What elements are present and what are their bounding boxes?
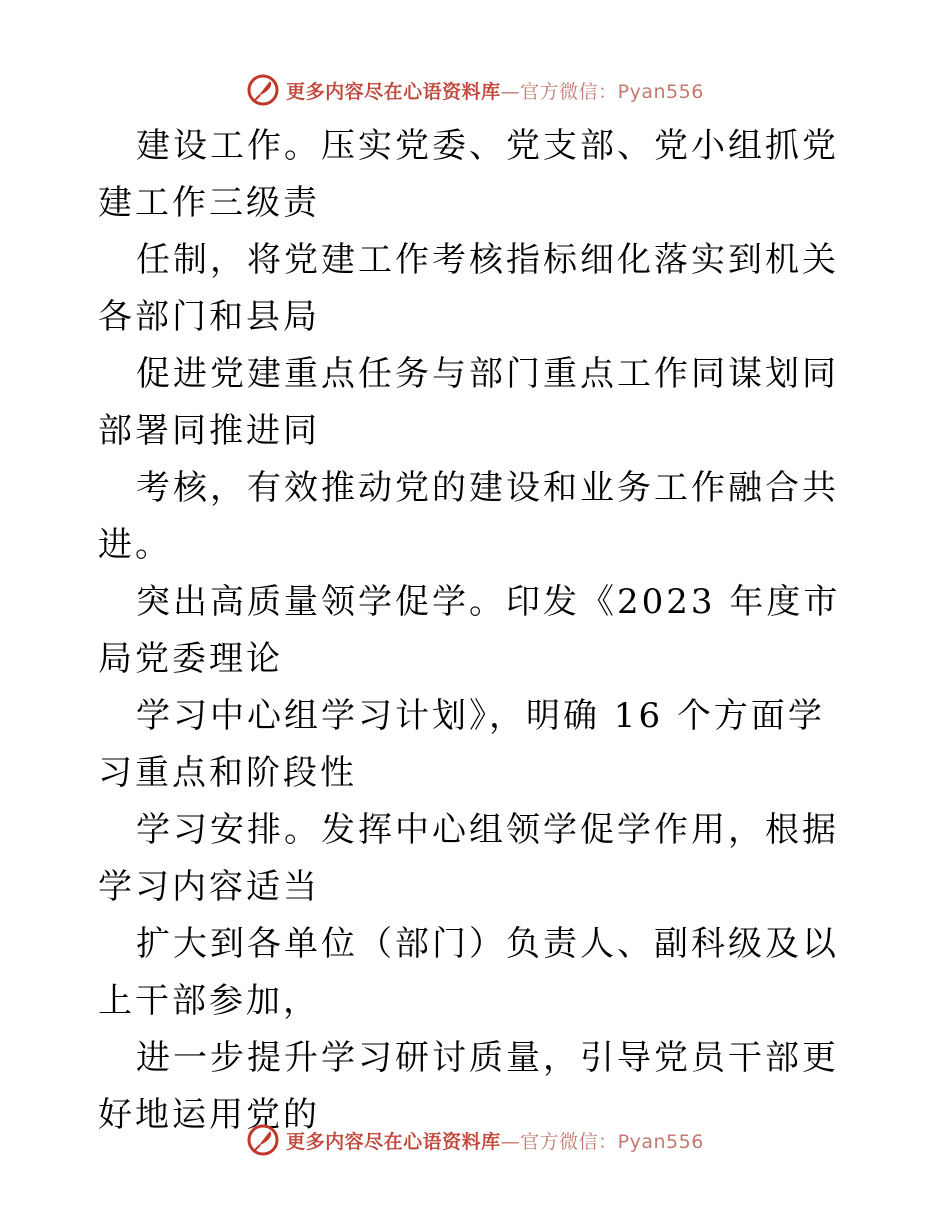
footer-banner: [0, 1120, 950, 1160]
paragraph: 突出高质量领学促学。印发《2023 年度市局党委理论: [98, 582, 841, 679]
paragraph: 进一步提升学习研讨质量，引导党员干部更好地运用党的: [98, 1038, 839, 1135]
paragraph: 建设工作。压实党委、党支部、党小组抓党建工作三级责: [98, 126, 839, 223]
paragraph: 促进党建重点任务与部门重点工作同谋划同部署同推进同: [98, 354, 839, 451]
paragraph: 学习中心组学习计划》，明确 16 个方面学习重点和阶段性: [98, 696, 825, 793]
header-banner-sep: —: [500, 80, 521, 103]
paragraph: 考核，有效推动党的建设和业务工作融合共进。: [98, 468, 839, 565]
paragraph: 任制，将党建工作考核指标细化落实到机关各部门和县局: [98, 240, 839, 337]
feather-circle-logo-icon: [246, 73, 280, 107]
feather-circle-logo-icon: [246, 1123, 280, 1157]
header-banner: [0, 70, 950, 110]
header-banner-main: 更多内容尽在心语资料库: [286, 80, 501, 103]
footer-banner-main: 更多内容尽在心语资料库: [286, 1130, 501, 1153]
footer-banner-contact: 官方微信：Pyan556: [520, 1130, 704, 1153]
paragraph: 学习安排。发挥中心组领学促学作用，根据学习内容适当: [98, 810, 839, 907]
document-body: [98, 118, 858, 1144]
footer-banner-sep: —: [500, 1130, 521, 1153]
header-banner-contact: 官方微信：Pyan556: [520, 80, 704, 103]
paragraph: 扩大到各单位（部门）负责人、副科级及以上干部参加，: [98, 924, 839, 1021]
